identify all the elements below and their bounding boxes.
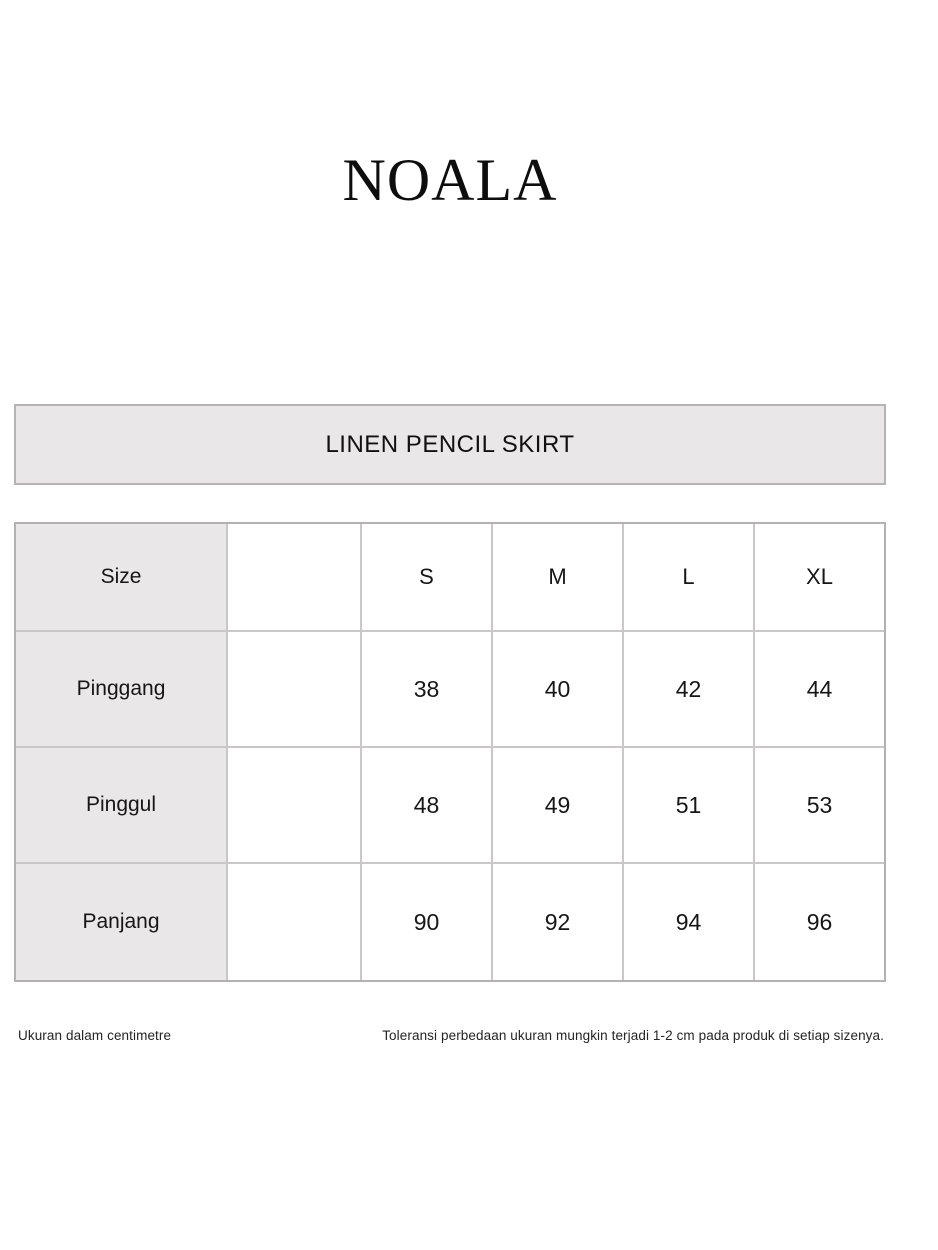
- pinggul-value-xl: 53: [755, 748, 884, 862]
- size-table: [14, 522, 886, 982]
- panjang-value-xl: 96: [755, 864, 884, 980]
- size-col-s: S: [362, 524, 491, 630]
- panjang-value-s: 90: [362, 864, 491, 980]
- row-label-panjang: Panjang: [16, 864, 226, 980]
- pinggang-value-l: 42: [624, 632, 753, 746]
- pinggul-value-l: 51: [624, 748, 753, 862]
- spacer-cell: [228, 632, 360, 746]
- spacer-cell: [228, 524, 360, 630]
- size-col-m: M: [493, 524, 622, 630]
- size-col-l: L: [624, 524, 753, 630]
- pinggul-value-m: 49: [493, 748, 622, 862]
- row-label-pinggang: Pinggang: [16, 632, 226, 746]
- panjang-value-l: 94: [624, 864, 753, 980]
- spacer-cell: [228, 748, 360, 862]
- footer-notes: [18, 1028, 884, 1043]
- tolerance-note: Toleransi perbedaan ukuran mungkin terjadi 1-2 cm pada produk di setiap sizenya.: [382, 1028, 884, 1043]
- pinggul-value-s: 48: [362, 748, 491, 862]
- brand-logo: NOALA: [342, 147, 558, 213]
- size-header-cell: Size: [16, 524, 226, 630]
- spacer-cell: [228, 864, 360, 980]
- row-label-pinggul: Pinggul: [16, 748, 226, 862]
- product-title: LINEN PENCIL SKIRT: [325, 430, 575, 458]
- pinggang-value-xl: 44: [755, 632, 884, 746]
- size-col-xl: XL: [755, 524, 884, 630]
- unit-note: Ukuran dalam centimetre: [18, 1028, 172, 1043]
- pinggang-value-m: 40: [493, 632, 622, 746]
- product-title-box: [14, 404, 886, 485]
- pinggang-value-s: 38: [362, 632, 491, 746]
- panjang-value-m: 92: [493, 864, 622, 980]
